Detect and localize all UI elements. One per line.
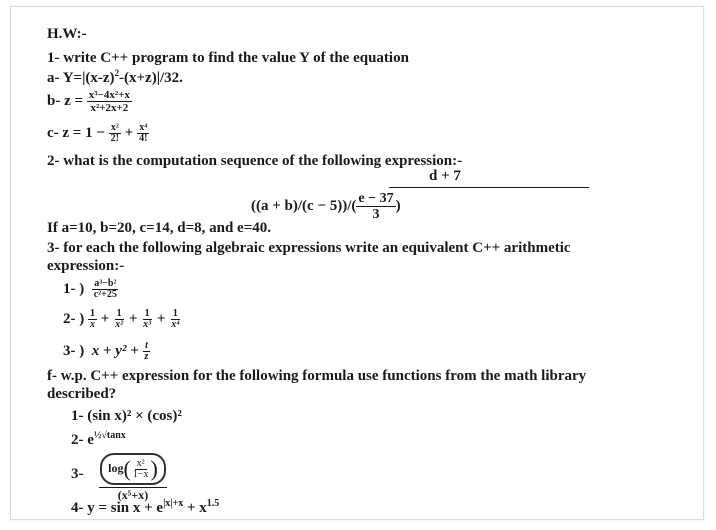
q2-given: If a=10, b=20, c=14, d=8, and e=40. <box>47 220 272 236</box>
q3-i3-label: 3- ) <box>63 342 85 359</box>
q1-a <box>47 69 183 87</box>
q4-i3-log: log <box>108 460 124 475</box>
q4-i3-log-den: 1−x <box>132 468 149 480</box>
q4-item4 <box>71 499 219 517</box>
q1-c <box>47 123 149 144</box>
q4-i3-log-frac <box>131 459 151 480</box>
q4-item3 <box>71 465 84 483</box>
q1-a-sup: 2 <box>114 68 120 78</box>
q1-c-t1-den: 2! <box>110 133 119 144</box>
q4-i4-text: 4- y = sin x + e <box>71 500 164 516</box>
q1-b <box>47 89 132 114</box>
q3-i1-fraction <box>92 279 119 300</box>
q2-inner-fraction <box>356 191 395 222</box>
q4-item2 <box>71 431 126 449</box>
q3-item2 <box>63 309 182 330</box>
q3-i1-label: 1- ) <box>63 280 85 297</box>
q1-b-den: x²+2x+2 <box>90 102 129 114</box>
q3-i2-terms <box>88 308 182 330</box>
q4-i3-den: (x⁵+x) <box>117 488 149 502</box>
q2-outer-num: d + 7 <box>429 168 461 184</box>
q2-expression <box>251 191 401 222</box>
q2-inner-den: 3 <box>372 207 380 222</box>
term-numerator: 1 <box>116 308 122 319</box>
q3-i2-term <box>169 309 181 330</box>
document-frame <box>10 6 704 520</box>
q3-item3 <box>63 341 150 362</box>
q1-b-label: b- z = <box>47 92 84 109</box>
plus-sign: + <box>97 310 114 327</box>
q3-i2-term <box>113 309 125 330</box>
q3-title-2: expression:- <box>47 258 125 274</box>
q4-i4-tail: + x <box>186 500 207 516</box>
q2-title: 2- what is the computation sequence of the following expression:- <box>47 153 463 169</box>
term-numerator: 1 <box>172 308 178 319</box>
q4-i4-exp: |x|+x <box>163 498 184 509</box>
q3-title: 3- for each the following algebraic expressions write an equivalent C++ arithmetic <box>47 240 571 256</box>
q3-i3-num: t <box>145 340 148 351</box>
q3-i1-den: c²+25 <box>93 289 117 300</box>
q4-i3-log-box <box>100 453 166 485</box>
q4-i3-stack <box>99 453 167 503</box>
q4-i3-lparen: ( <box>123 456 131 481</box>
q4-i4-tail-exp: 1.5 <box>206 498 220 509</box>
q2-expr-right: ) <box>395 197 401 214</box>
plus-sign: + <box>153 310 170 327</box>
q3-i3-expr: x + y² + <box>91 342 139 359</box>
q3-i2-label: 2- ) <box>63 310 85 327</box>
q2-inner-num: e − 37 <box>358 191 394 206</box>
q4-title-2: described? <box>47 386 117 402</box>
q1-a-mid: -(x+z)|/32. <box>119 70 183 86</box>
q1-c-t1-num: x² <box>110 122 119 133</box>
term-denominator: x <box>90 319 95 330</box>
q1-title: 1- write C++ program to find the value Y of the equation <box>47 50 409 66</box>
q3-i2-term <box>141 309 153 330</box>
term-denominator: x⁴ <box>171 319 180 330</box>
q1-a-label: a- Y=|(x-z) <box>47 70 115 86</box>
q4-title: f- w.p. C++ expression for the following formula use functions from the math library <box>47 368 587 384</box>
term-denominator: x³ <box>143 319 152 330</box>
q3-i3-fraction <box>143 341 151 362</box>
hw-title: H.W:- <box>47 26 87 42</box>
q3-i3-den: z <box>144 351 149 362</box>
q4-i3-label: 3- <box>71 466 84 482</box>
q1-b-fraction <box>87 89 132 114</box>
q4-i3-rparen: ) <box>150 456 158 481</box>
q3-i1-num: a³−b² <box>94 278 117 289</box>
q1-c-plus: + <box>124 124 134 141</box>
term-numerator: 1 <box>90 308 95 319</box>
q4-i3-fraction <box>99 453 167 503</box>
term-denominator: x² <box>115 319 124 330</box>
q3-item1 <box>63 279 119 300</box>
q4-i3-log-num: x² <box>136 457 145 469</box>
q1-c-term1 <box>109 123 121 144</box>
q1-c-term2 <box>137 123 149 144</box>
term-numerator: 1 <box>144 308 150 319</box>
q4-item1: 1- (sin x)² × (cos)² <box>71 408 182 424</box>
q1-c-label: c- z = 1 − <box>47 124 105 141</box>
q2-expr-left: ((a + b)/(c − 5))/( <box>251 197 357 214</box>
q4-i2-exp: ½√tanx <box>93 430 126 441</box>
q1-c-t2-den: 4! <box>139 133 148 144</box>
plus-sign: + <box>125 310 142 327</box>
q1-c-t2-num: x⁴ <box>139 122 148 133</box>
q2-fraction-bar <box>389 187 589 188</box>
q4-i2-label: 2- e <box>71 432 94 448</box>
q1-b-num: x³−4x²+x <box>88 89 130 101</box>
q3-i2-term <box>88 309 97 330</box>
